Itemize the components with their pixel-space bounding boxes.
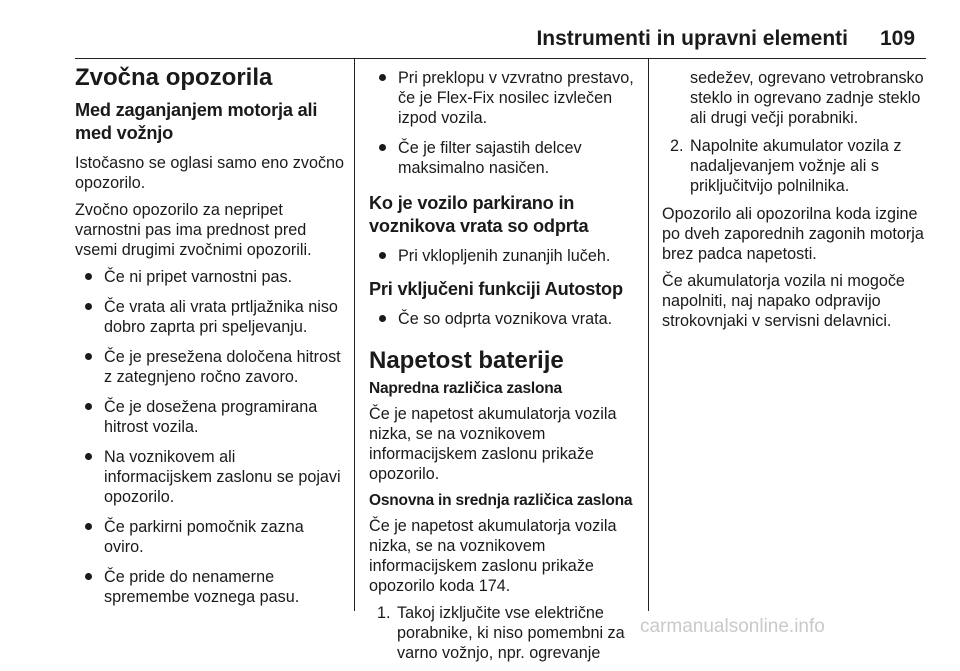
autostop-list [369, 309, 639, 329]
list-item: Če so odprta voznikova vrata. [369, 309, 639, 329]
paragraph: Istočasno se oglasi samo eno zvočno opozorilo. [75, 154, 345, 192]
list-item [662, 136, 932, 196]
step-number: 2. [670, 137, 684, 155]
column-right [662, 68, 932, 338]
subheading-advanced-display: Napredna različica zaslona [369, 380, 562, 397]
list-item: Pri preklopu v vzvratno prestavo, če je Flex-Fix nosilec izvlečen izpod vozila. [369, 68, 639, 128]
step-text: Napolnite akumulator vozila z nadaljevanjem vožnje ali s priključitvijo polnilnika. [690, 137, 902, 195]
list-item: Če pride do nenamerne spremembe voznega pasu. [75, 567, 345, 607]
steps-list [369, 603, 639, 663]
subheading-basic-display: Osnovna in srednja različica zaslona [369, 492, 633, 509]
list-item: Če je dosežena programirana hitrost vozila. [75, 397, 345, 437]
step-continuation: sedežev, ogrevano vetrobransko steklo in ogrevano zadnje steklo ali drugi večji porabniki. [690, 69, 924, 127]
paragraph: Opozorilo ali opozorilna koda izgine po dveh zaporednih zagonih motorja brez padca napetosti. [662, 205, 924, 263]
step-number: 1. [377, 604, 391, 622]
watermark: carmanualsonline.info [640, 616, 825, 637]
list-item: Če parkirni pomočnik zazna oviro. [75, 517, 345, 557]
column-left [75, 64, 345, 617]
page-number: 109 [880, 27, 916, 50]
main-heading: Zvočna opozorila [75, 64, 273, 91]
section-title: Instrumenti in upravni elementi [536, 27, 848, 50]
list-item: Na voznikovem ali informacijskem zaslonu se pojavi opozorilo. [75, 447, 345, 507]
subheading-driving: Med zaganjanjem motorja ali med vožnjo [75, 100, 318, 143]
list-item: Če vrata ali vrata prtljažnika niso dobro zaprta pri speljevanju. [75, 297, 345, 337]
list-item: Pri vklopljenih zunanjih lučeh. [369, 246, 639, 266]
warning-list-continued [369, 68, 639, 178]
paragraph: Če je napetost akumulatorja vozila nizka, se na voznikovem informacijskem zaslonu prikaže opozorilo koda 174. [369, 517, 617, 595]
warning-list [75, 267, 345, 607]
list-item: Če je presežena določena hitrost z zategnjeno ročno zavoro. [75, 347, 345, 387]
header-rule [75, 58, 926, 59]
paragraph: Če akumulatorja vozila ni mogoče napolniti, naj napako odpravijo strokovnjaki v servisni delavnici. [662, 272, 905, 330]
subheading-parked: Ko je vozilo parkirano in voznikova vrata so odprta [369, 193, 589, 236]
steps-list-continued [662, 136, 932, 196]
list-item: Če ni pripet varnostni pas. [75, 267, 345, 287]
column-divider [354, 58, 355, 611]
column-divider [648, 58, 649, 611]
column-middle [369, 68, 639, 671]
list-item [369, 603, 639, 663]
battery-heading: Napetost baterije [369, 347, 564, 374]
parked-list [369, 246, 639, 266]
page-header [0, 0, 960, 58]
list-item: Če je filter sajastih delcev maksimalno nasičen. [369, 138, 639, 178]
step-text: Takoj izključite vse električne porabnike, ki niso pomembni za varno vožnjo, npr. ogrevanje [397, 604, 625, 662]
subheading-autostop: Pri vključeni funkciji Autostop [369, 279, 623, 299]
paragraph: Če je napetost akumulatorja vozila nizka, se na voznikovem informacijskem zaslonu prikaže opozorilo. [369, 405, 617, 483]
paragraph: Zvočno opozorilo za nepripet varnostni pas ima prednost pred vsemi drugimi zvočnimi opozorili. [75, 201, 312, 259]
